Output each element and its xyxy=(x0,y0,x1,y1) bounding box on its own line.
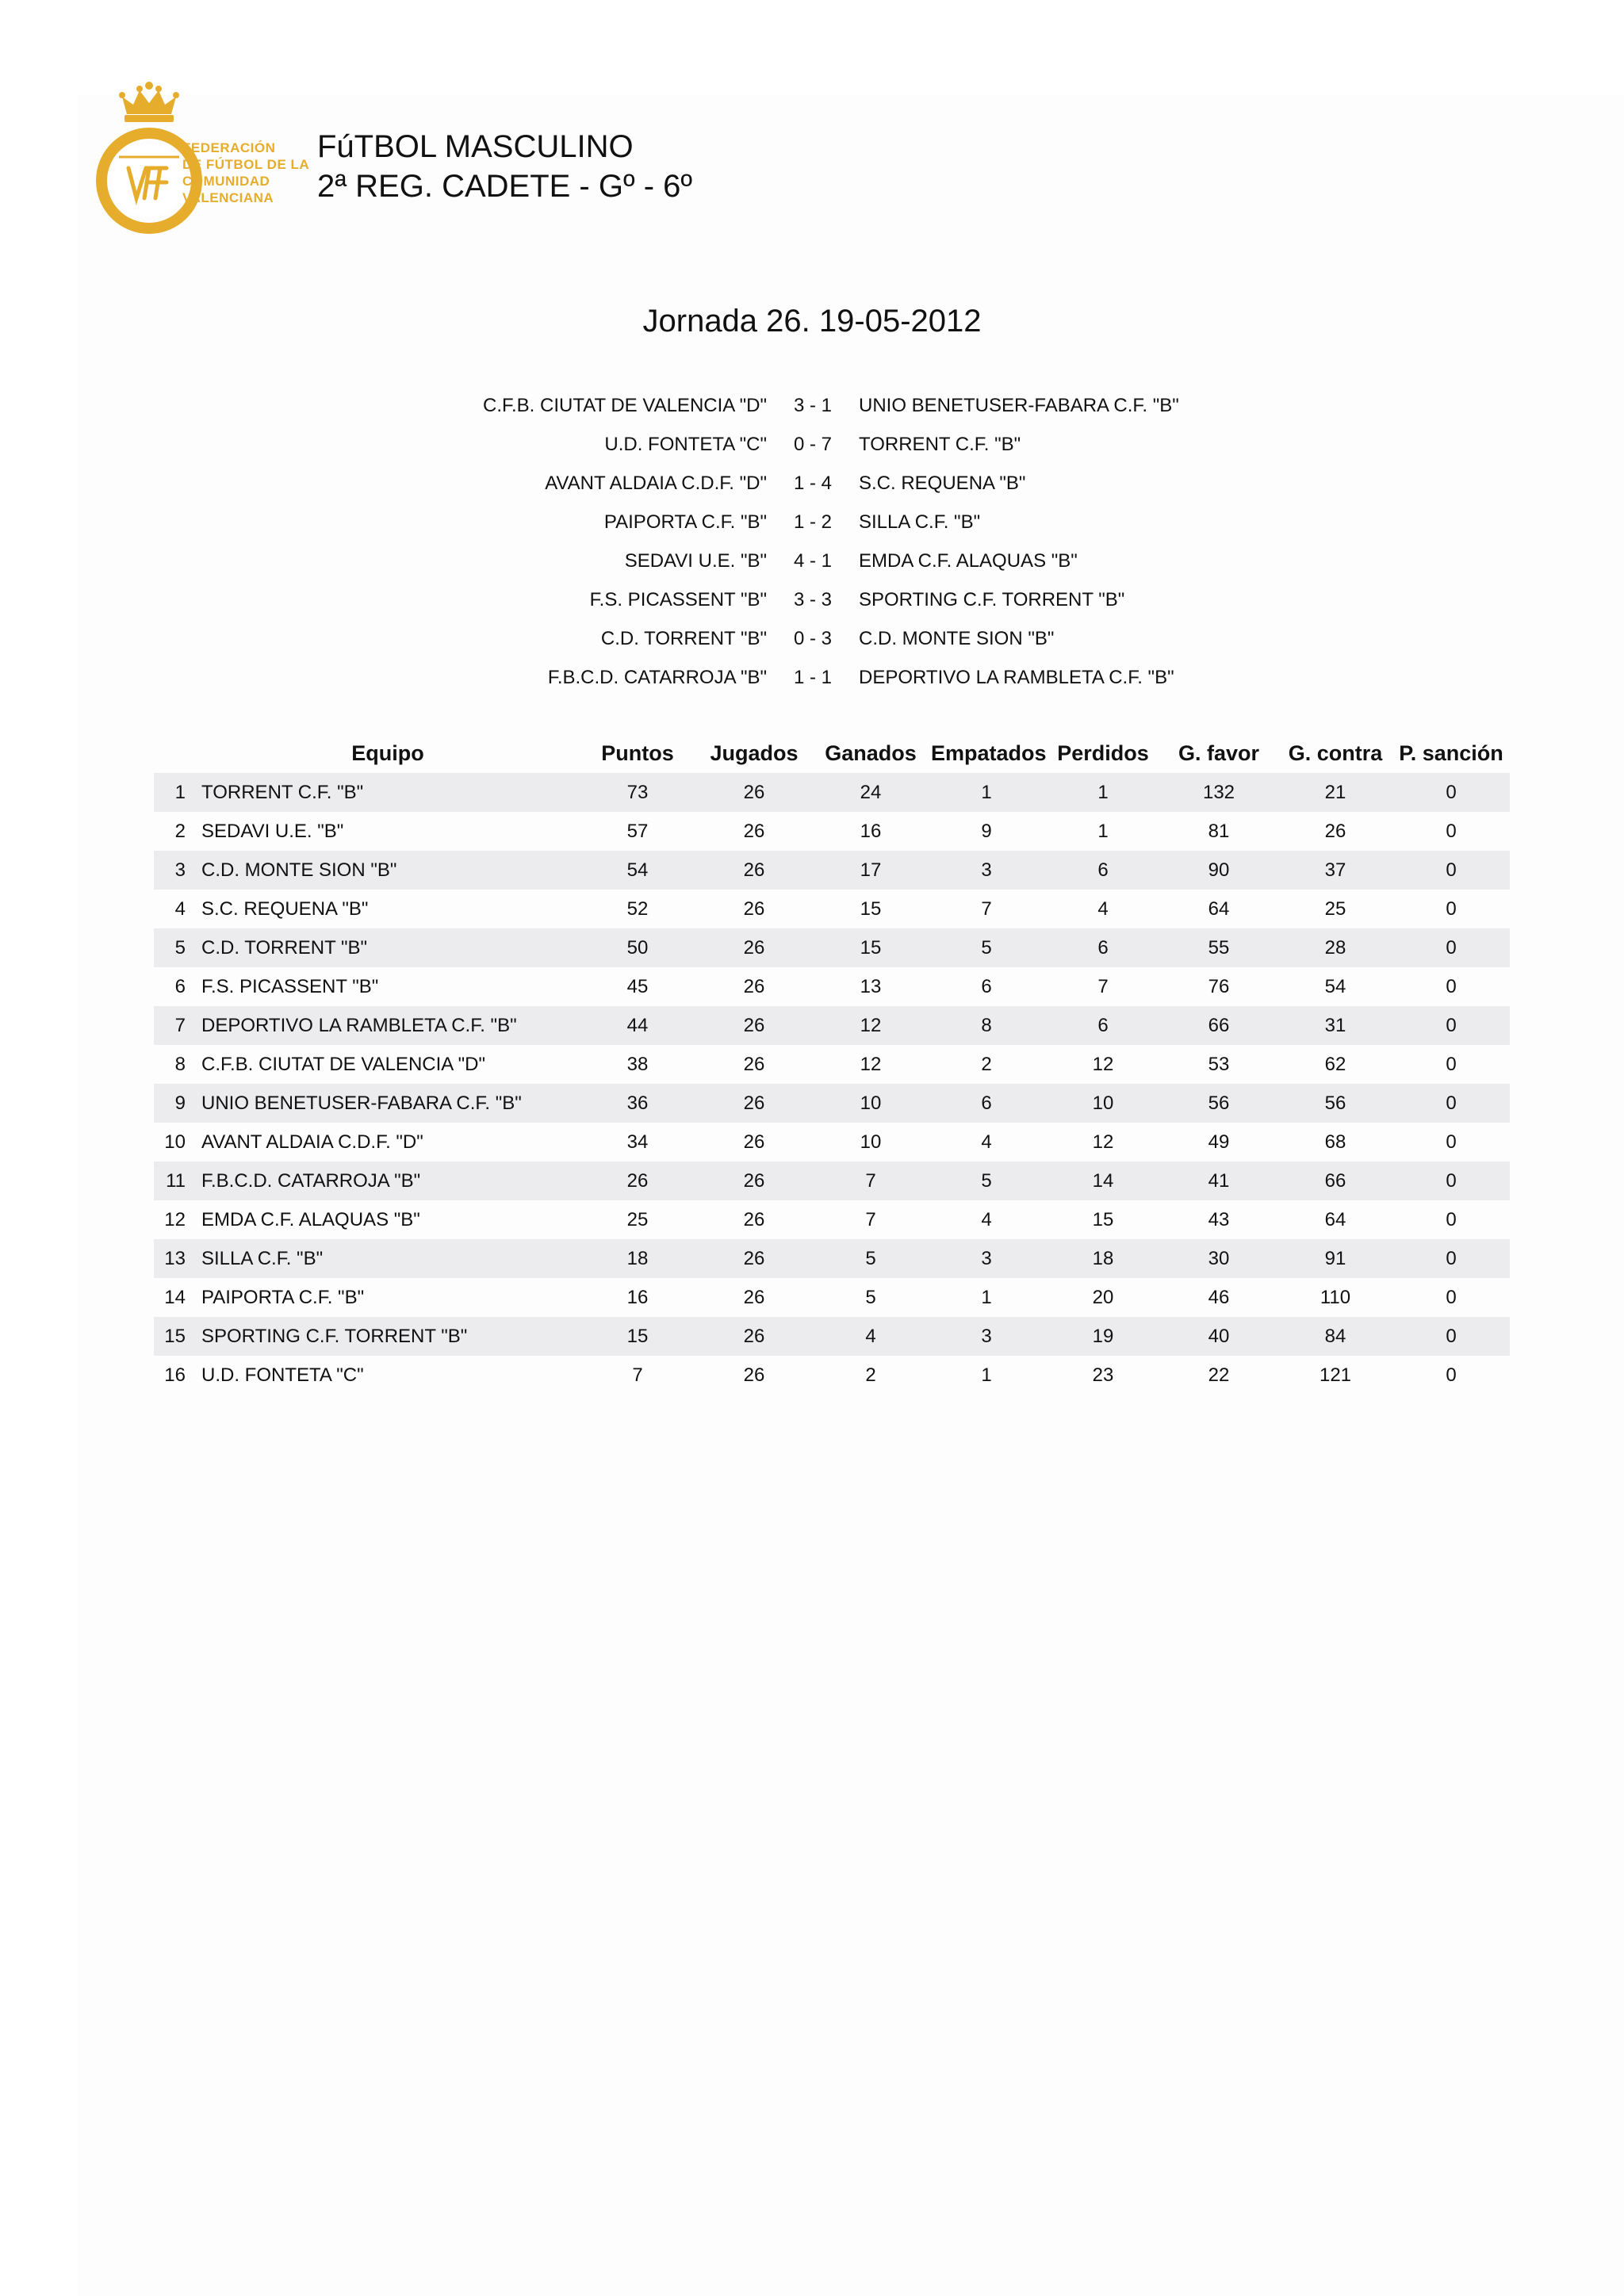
goals-for: 66 xyxy=(1208,1015,1230,1036)
goals-for: 64 xyxy=(1208,898,1230,920)
drawn: 6 xyxy=(981,976,992,997)
team-name: EMDA C.F. ALAQUAS "B" xyxy=(201,1209,420,1230)
position: 13 xyxy=(164,1248,186,1269)
won: 10 xyxy=(860,1131,882,1153)
won: 16 xyxy=(860,821,882,842)
goals-against: 62 xyxy=(1324,1054,1346,1075)
drawn: 1 xyxy=(981,1287,992,1308)
won: 2 xyxy=(865,1364,876,1386)
table-row xyxy=(154,1356,1510,1395)
match-score: 3 - 3 xyxy=(793,589,833,610)
logo-line: VALENCIANA xyxy=(182,190,274,205)
goals-against: 28 xyxy=(1324,937,1346,959)
points: 26 xyxy=(626,1170,649,1192)
table-row xyxy=(154,1084,1510,1123)
penalty-points: 0 xyxy=(1446,976,1457,997)
team-name: C.D. TORRENT "B" xyxy=(201,937,368,959)
team-name: C.D. MONTE SION "B" xyxy=(201,859,397,881)
team-name: TORRENT C.F. "B" xyxy=(201,782,364,803)
lost: 18 xyxy=(1092,1248,1114,1269)
played: 26 xyxy=(743,937,765,959)
table-row xyxy=(154,1123,1510,1161)
played: 26 xyxy=(743,1054,765,1075)
points: 54 xyxy=(626,859,649,881)
header-lost: Perdidos xyxy=(1057,741,1149,765)
away-team: DEPORTIVO LA RAMBLETA C.F. "B" xyxy=(859,667,1174,688)
drawn: 4 xyxy=(981,1131,992,1153)
drawn: 8 xyxy=(981,1015,992,1036)
title-line-1: FúTBOL MASCULINO xyxy=(317,129,634,164)
logo-line: FEDERACIÓN xyxy=(182,140,276,155)
team-name: S.C. REQUENA "B" xyxy=(201,898,369,920)
match-score: 3 - 1 xyxy=(793,395,833,416)
points: 45 xyxy=(626,976,649,997)
played: 26 xyxy=(743,1093,765,1114)
match-row xyxy=(0,425,1624,464)
table-row xyxy=(154,812,1510,851)
points: 16 xyxy=(626,1287,649,1308)
goals-against: 64 xyxy=(1324,1209,1346,1230)
table-row xyxy=(154,967,1510,1006)
match-row xyxy=(0,658,1624,697)
lost: 4 xyxy=(1097,898,1109,920)
won: 5 xyxy=(865,1248,876,1269)
goals-for: 53 xyxy=(1208,1054,1230,1075)
team-name: SEDAVI U.E. "B" xyxy=(201,821,344,842)
team-name: SPORTING C.F. TORRENT "B" xyxy=(201,1326,468,1347)
penalty-points: 0 xyxy=(1446,898,1457,920)
penalty-points: 0 xyxy=(1446,1054,1457,1075)
position: 2 xyxy=(174,821,186,842)
goals-for: 76 xyxy=(1208,976,1230,997)
position: 15 xyxy=(164,1326,186,1347)
header-goals-for: G. favor xyxy=(1178,741,1260,765)
played: 26 xyxy=(743,1131,765,1153)
match-results xyxy=(0,386,1624,697)
position: 11 xyxy=(166,1170,186,1192)
points: 7 xyxy=(632,1364,643,1386)
drawn: 5 xyxy=(981,937,992,959)
goals-for: 56 xyxy=(1208,1093,1230,1114)
drawn: 5 xyxy=(981,1170,992,1192)
played: 26 xyxy=(743,782,765,803)
goals-against: 37 xyxy=(1324,859,1346,881)
played: 26 xyxy=(743,859,765,881)
header-played: Jugados xyxy=(710,741,799,765)
table-body xyxy=(154,773,1510,1395)
drawn: 3 xyxy=(981,1248,992,1269)
away-team: UNIO BENETUSER-FABARA C.F. "B" xyxy=(859,395,1179,416)
played: 26 xyxy=(743,976,765,997)
goals-against: 110 xyxy=(1320,1287,1351,1308)
position: 7 xyxy=(174,1015,186,1036)
won: 7 xyxy=(865,1170,876,1192)
team-name: DEPORTIVO LA RAMBLETA C.F. "B" xyxy=(201,1015,517,1036)
header-penalty: P. sanción xyxy=(1399,741,1503,765)
lost: 1 xyxy=(1097,821,1109,842)
played: 26 xyxy=(743,1170,765,1192)
lost: 12 xyxy=(1092,1054,1114,1075)
won: 15 xyxy=(860,937,882,959)
goals-for: 43 xyxy=(1208,1209,1230,1230)
drawn: 1 xyxy=(981,1364,992,1386)
drawn: 4 xyxy=(981,1209,992,1230)
penalty-points: 0 xyxy=(1446,1287,1457,1308)
penalty-points: 0 xyxy=(1446,859,1457,881)
points: 38 xyxy=(626,1054,649,1075)
position: 6 xyxy=(174,976,186,997)
played: 26 xyxy=(743,1015,765,1036)
team-name: PAIPORTA C.F. "B" xyxy=(201,1287,365,1308)
match-row xyxy=(0,619,1624,658)
drawn: 1 xyxy=(981,782,992,803)
penalty-points: 0 xyxy=(1446,782,1457,803)
lost: 1 xyxy=(1097,782,1109,803)
logo-line: DE FÚTBOL DE LA xyxy=(182,157,310,172)
lost: 20 xyxy=(1092,1287,1114,1308)
standings-table xyxy=(154,733,1510,1395)
table-row xyxy=(154,1317,1510,1356)
table-header xyxy=(154,733,1510,773)
won: 17 xyxy=(860,859,882,881)
table-row xyxy=(154,1278,1510,1317)
points: 34 xyxy=(626,1131,649,1153)
header-drawn: Empatados xyxy=(931,741,1047,765)
points: 73 xyxy=(626,782,649,803)
position: 1 xyxy=(174,782,186,803)
match-row xyxy=(0,503,1624,541)
match-row xyxy=(0,580,1624,619)
goals-for: 90 xyxy=(1208,859,1230,881)
home-team: C.F.B. CIUTAT DE VALENCIA "D" xyxy=(483,395,767,416)
goals-against: 31 xyxy=(1324,1015,1346,1036)
team-name: F.B.C.D. CATARROJA "B" xyxy=(201,1170,421,1192)
penalty-points: 0 xyxy=(1446,1326,1457,1347)
home-team: U.D. FONTETA "C" xyxy=(604,434,767,455)
header-team: Equipo xyxy=(351,741,424,765)
team-name: F.S. PICASSENT "B" xyxy=(201,976,379,997)
played: 26 xyxy=(743,821,765,842)
title-line-2: 2ª REG. CADETE - Gº - 6º xyxy=(317,169,692,204)
table-row xyxy=(154,1045,1510,1084)
match-score: 4 - 1 xyxy=(793,550,833,572)
goals-for: 132 xyxy=(1202,782,1235,803)
penalty-points: 0 xyxy=(1446,1015,1457,1036)
position: 10 xyxy=(164,1131,186,1153)
away-team: EMDA C.F. ALAQUAS "B" xyxy=(859,550,1078,572)
drawn: 2 xyxy=(981,1054,992,1075)
match-row xyxy=(0,386,1624,425)
played: 26 xyxy=(743,1287,765,1308)
team-name: UNIO BENETUSER-FABARA C.F. "B" xyxy=(201,1093,522,1114)
team-name: U.D. FONTETA "C" xyxy=(201,1364,364,1386)
federation-name xyxy=(182,140,309,206)
away-team: C.D. MONTE SION "B" xyxy=(859,628,1055,649)
lost: 23 xyxy=(1092,1364,1114,1386)
penalty-points: 0 xyxy=(1446,1093,1457,1114)
lost: 14 xyxy=(1092,1170,1114,1192)
position: 9 xyxy=(174,1093,186,1114)
goals-for: 46 xyxy=(1208,1287,1230,1308)
lost: 10 xyxy=(1092,1093,1114,1114)
won: 7 xyxy=(865,1209,876,1230)
played: 26 xyxy=(743,1326,765,1347)
table-row xyxy=(154,928,1510,967)
goals-for: 41 xyxy=(1208,1170,1230,1192)
penalty-points: 0 xyxy=(1446,1131,1457,1153)
match-score: 1 - 4 xyxy=(793,473,833,494)
points: 44 xyxy=(626,1015,649,1036)
table-row xyxy=(154,1006,1510,1045)
home-team: PAIPORTA C.F. "B" xyxy=(603,511,767,533)
played: 26 xyxy=(743,898,765,920)
table-row xyxy=(154,1239,1510,1278)
penalty-points: 0 xyxy=(1446,821,1457,842)
logo-line: COMUNIDAD xyxy=(182,174,270,189)
home-team: F.B.C.D. CATARROJA "B" xyxy=(547,667,767,688)
competition-title xyxy=(317,127,692,206)
goals-for: 49 xyxy=(1208,1131,1230,1153)
home-team: SEDAVI U.E. "B" xyxy=(624,550,767,572)
drawn: 3 xyxy=(981,859,992,881)
match-row xyxy=(0,541,1624,580)
away-team: SPORTING C.F. TORRENT "B" xyxy=(859,589,1125,610)
goals-against: 121 xyxy=(1319,1364,1352,1386)
header-points: Puntos xyxy=(601,741,674,765)
home-team: AVANT ALDAIA C.D.F. "D" xyxy=(545,473,767,494)
match-score: 1 - 1 xyxy=(793,667,833,688)
points: 25 xyxy=(626,1209,649,1230)
drawn: 6 xyxy=(981,1093,992,1114)
lost: 7 xyxy=(1097,976,1109,997)
table-row xyxy=(154,851,1510,890)
position: 4 xyxy=(174,898,186,920)
matchday-heading: Jornada 26. 19-05-2012 xyxy=(642,304,982,339)
table-row xyxy=(154,773,1510,812)
goals-against: 54 xyxy=(1324,976,1346,997)
team-name: SILLA C.F. "B" xyxy=(201,1248,324,1269)
drawn: 3 xyxy=(981,1326,992,1347)
points: 52 xyxy=(626,898,649,920)
played: 26 xyxy=(743,1248,765,1269)
goals-against: 25 xyxy=(1324,898,1346,920)
penalty-points: 0 xyxy=(1446,937,1457,959)
points: 36 xyxy=(626,1093,649,1114)
won: 12 xyxy=(860,1054,882,1075)
penalty-points: 0 xyxy=(1446,1248,1457,1269)
goals-for: 40 xyxy=(1208,1326,1230,1347)
goals-for: 81 xyxy=(1208,821,1230,842)
penalty-points: 0 xyxy=(1446,1364,1457,1386)
won: 10 xyxy=(860,1093,882,1114)
position: 8 xyxy=(174,1054,186,1075)
drawn: 9 xyxy=(981,821,992,842)
lost: 6 xyxy=(1097,859,1109,881)
match-score: 0 - 7 xyxy=(793,434,833,455)
away-team: SILLA C.F. "B" xyxy=(859,511,981,533)
goals-against: 68 xyxy=(1324,1131,1346,1153)
goals-for: 30 xyxy=(1208,1248,1230,1269)
home-team: C.D. TORRENT "B" xyxy=(600,628,767,649)
lost: 19 xyxy=(1092,1326,1114,1347)
goals-for: 22 xyxy=(1208,1364,1230,1386)
goals-against: 84 xyxy=(1324,1326,1346,1347)
table-row xyxy=(154,1200,1510,1239)
match-score: 0 - 3 xyxy=(793,628,833,649)
goals-against: 66 xyxy=(1324,1170,1346,1192)
away-team: TORRENT C.F. "B" xyxy=(859,434,1021,455)
table-row xyxy=(154,890,1510,928)
points: 18 xyxy=(626,1248,649,1269)
goals-for: 55 xyxy=(1208,937,1230,959)
lost: 12 xyxy=(1092,1131,1114,1153)
won: 4 xyxy=(865,1326,876,1347)
won: 5 xyxy=(865,1287,876,1308)
header-won: Ganados xyxy=(825,741,917,765)
position: 3 xyxy=(174,859,186,881)
home-team: F.S. PICASSENT "B" xyxy=(589,589,767,610)
lost: 15 xyxy=(1092,1209,1114,1230)
team-name: C.F.B. CIUTAT DE VALENCIA "D" xyxy=(201,1054,485,1075)
penalty-points: 0 xyxy=(1446,1170,1457,1192)
header-goals-against: G. contra xyxy=(1288,741,1383,765)
match-score: 1 - 2 xyxy=(793,511,833,533)
lost: 6 xyxy=(1097,1015,1109,1036)
goals-against: 26 xyxy=(1324,821,1346,842)
lost: 6 xyxy=(1097,937,1109,959)
table-row xyxy=(154,1161,1510,1200)
points: 57 xyxy=(626,821,649,842)
points: 15 xyxy=(626,1326,649,1347)
position: 12 xyxy=(164,1209,186,1230)
won: 15 xyxy=(860,898,882,920)
won: 24 xyxy=(860,782,882,803)
goals-against: 91 xyxy=(1324,1248,1346,1269)
away-team: S.C. REQUENA "B" xyxy=(859,473,1026,494)
match-row xyxy=(0,464,1624,503)
position: 5 xyxy=(174,937,186,959)
penalty-points: 0 xyxy=(1446,1209,1457,1230)
goals-against: 56 xyxy=(1324,1093,1346,1114)
drawn: 7 xyxy=(981,898,992,920)
won: 13 xyxy=(860,976,882,997)
points: 50 xyxy=(626,937,649,959)
played: 26 xyxy=(743,1364,765,1386)
team-name: AVANT ALDAIA C.D.F. "D" xyxy=(201,1131,423,1153)
position: 16 xyxy=(164,1364,186,1386)
played: 26 xyxy=(743,1209,765,1230)
goals-against: 21 xyxy=(1324,782,1346,803)
position: 14 xyxy=(164,1287,186,1308)
won: 12 xyxy=(860,1015,882,1036)
